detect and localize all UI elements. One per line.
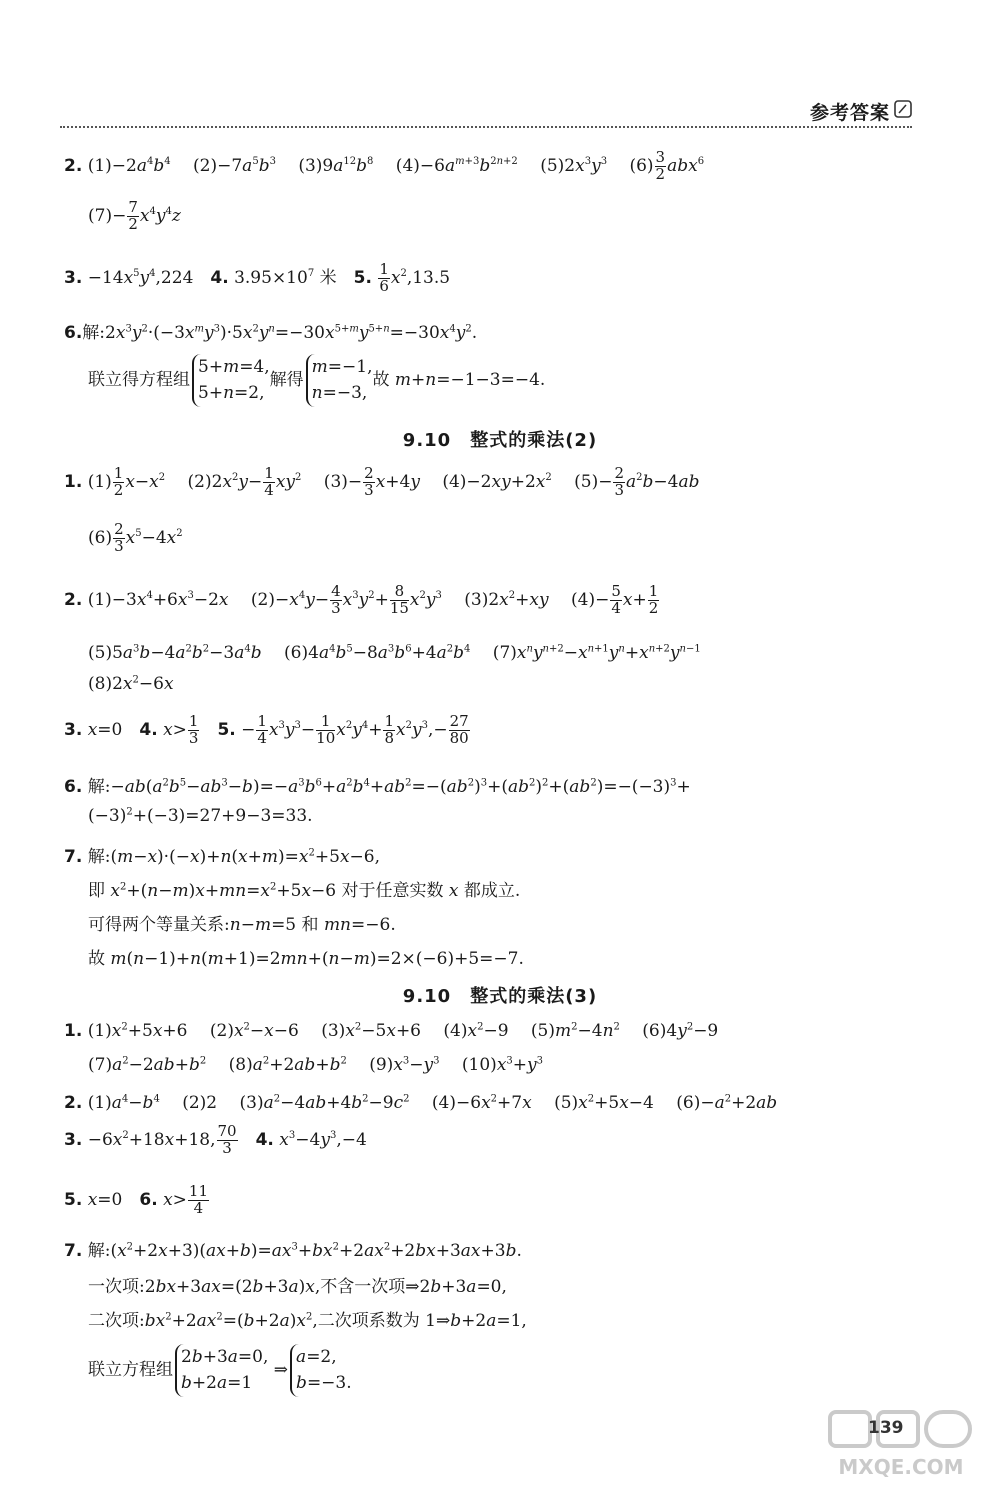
answer-6-system: 联立得方程组 5+m=4, 5+n=2, 解得 m=−1, n=−3, 故 m+n=−1−3=−4. [88, 354, 545, 407]
s2-answer-7-row: 7. 解$:(m-x)\cdot(-x)+n(x+m)=x^2+5x-6$, [64, 847, 380, 867]
s2-answer-3-5-row: 3. x=0 4. x> $\frac{1}{3}$ 5. − $\frac{1}{4}$ $x^3y^3-$ $\frac{1}{10}$ $x^2y^4+$ $\frac{1}{8}$ $x^2y^3,-$ $\frac{27}{80}$ [64, 712, 469, 747]
conclusion-label: 故 [372, 369, 390, 390]
s3-answer-5-6-row: 5. x=0 6. x> $\frac{11}{4}$ [64, 1182, 208, 1217]
page-number: 139 [868, 1418, 904, 1438]
s3-answer-2-row: 2. $(1)a^4-b^4$ (2)2 $(3)a^2-4ab+4b^2-9c^2$ $(4)-6x^2+7x$ $(5)x^2+5x-4$ $(6)-a^2+2ab$ [64, 1093, 778, 1113]
s3-answer-1-row: 1. $(1)x^2+5x+6$ $(2)x^2-x-6$ $(3)x^2-5x+6$ $(4)x^2-9$ $(5)m^2-4n^2$ $(6)4y^2-9$ [64, 1021, 719, 1041]
pencil-icon [894, 100, 912, 118]
solve-label: 解得 [269, 369, 304, 390]
answer-2-row: 2. $(1)-2a^4b^4$ $(2)-7a^5b^3$ $(3)9a^{12}b^8$ $(4)-6a^{m+3}b^{2n+2}$ $(5)2x^3y^3$ (6) $\frac{3}{2}$ abx$^6$ [64, 148, 705, 183]
jie-label: 解: [87, 847, 111, 867]
s2-answer-7-line4: 故 m(n−1)+n(m+1)=2mn+(n−m)=2×(−6)+5=−7. [88, 949, 524, 969]
s2-answer-2-row-cont1: $(5)5a^3b-4a^2b^2-3a^4b$ $(6)4a^4b^5-8a^3b^6+4a^2b^4$ $(7)x^ny^{n+2}-x^{n+1}y^n+x^{n+2}y^{n-1}$ [88, 643, 701, 663]
s3-answer-7-row: 7. 解$:(x^2+2x+3)(ax+b)=ax^3+bx^2+2ax^2+2bx+3ax+3b$. [64, 1241, 522, 1261]
section-heading-3: 9.10 整式的乘法(3) [402, 986, 598, 1007]
header-title: 参考答案 [804, 98, 890, 125]
s3-answer-1-row-cont: $(7)a^2-2ab+b^2$ $(8)a^2+2ab+b^2$ $(9)x^3-y^3$ $(10)x^3+y^3$ [88, 1055, 544, 1075]
s3-answer-7-system: 联立方程组 2b+3a=0, b+2a=1 ⇒ a=2, b=−3. [88, 1344, 352, 1397]
s3-answer-3-4-row: 3. $-6x^2+18x+18$, $\frac{70}{3}$ 4. $x^3-4y^3,-4$ [64, 1122, 367, 1157]
s2-answer-6-row: 6. 解$:-ab(a^2b^5-ab^3-b)=-a^3b^6+a^2b^4+ab^2=-(ab^2)^3+(ab^2)^2+(ab^2)=-(-3)^3+$ [64, 777, 691, 797]
jie-label: 解: [87, 777, 111, 797]
unit-label: 米 [319, 267, 337, 288]
jie-label: 解: [87, 1241, 111, 1261]
answer-6-row: 6.解$:2x^3y^2\cdot(-3x^my^3)\cdot 5x^2y^n=-30x^{5+m}y^{5+n}=-30x^4y^2$. [64, 323, 478, 343]
s3-answer-7-line2: 一次项:2bx+3ax=(2b+3a)x,不含一次项⇒2b+3a=0, [88, 1277, 507, 1297]
answer-2-row-cont: (7)− $\frac{7}{2}$ $x^4y^4z$ [88, 198, 181, 233]
watermark-text: MXQE.COM [838, 1455, 964, 1479]
page-header [60, 98, 912, 132]
s3-answer-7-line3: 二次项$:bx^2+2ax^2=(b+2a)x^2$,二次项系数为 1⇒b+2a=1, [88, 1311, 527, 1331]
s2-answer-2-row: 2. $(1)-3x^4+6x^3-2x$ $(2)-x^4y-$ $\frac{4}{3}$ $x^3y^2+$ $\frac{8}{15}$ $x^2y^3$ $(3)2x^2+xy$ (4)− $\frac{5}{4}$ x+ $\frac{1}{2}$ [64, 582, 659, 617]
watermark-logo-icon [826, 1408, 976, 1480]
s2-answer-1-row-cont: (6) $\frac{2}{3}$ $x^5-4x^2$ [88, 520, 183, 555]
s2-answer-6-row-cont: $(-3)^2+(-3)=27+9-3=33$. [88, 806, 313, 826]
system-label: 联立得方程组 [88, 369, 190, 390]
jie-label: 解: [82, 323, 106, 343]
answer-3-5-row: 3. $-14x^5y^4,224$ 4. $3.95\times 10^7$ 米 5. $\frac{1}{6}$ $x^2,13.5$ [64, 260, 451, 295]
s2-answer-2-row-cont2: $(8)2x^2-6x$ [88, 674, 174, 694]
dotted-rule [60, 126, 912, 128]
s2-answer-7-line2: 即 $x^2+(n-m)x+mn=x^2+5x-6$ 对于任意实数 x 都成立. [88, 881, 521, 901]
s2-answer-7-line3: 可得两个等量关系:n−m=5 和 mn=−6. [88, 915, 396, 935]
s2-answer-1-row: 1. (1) $\frac{1}{2}$ $x-x^2$ $(2)2x^2y-$ $\frac{1}{4}$ $xy^2$ (3)− $\frac{2}{3}$ x+4y $(4)-2xy+2x^2$ (5)− $\frac{2}{3}$ $a^2b-4ab$ [64, 464, 700, 499]
section-heading-2: 9.10 整式的乘法(2) [402, 430, 598, 451]
